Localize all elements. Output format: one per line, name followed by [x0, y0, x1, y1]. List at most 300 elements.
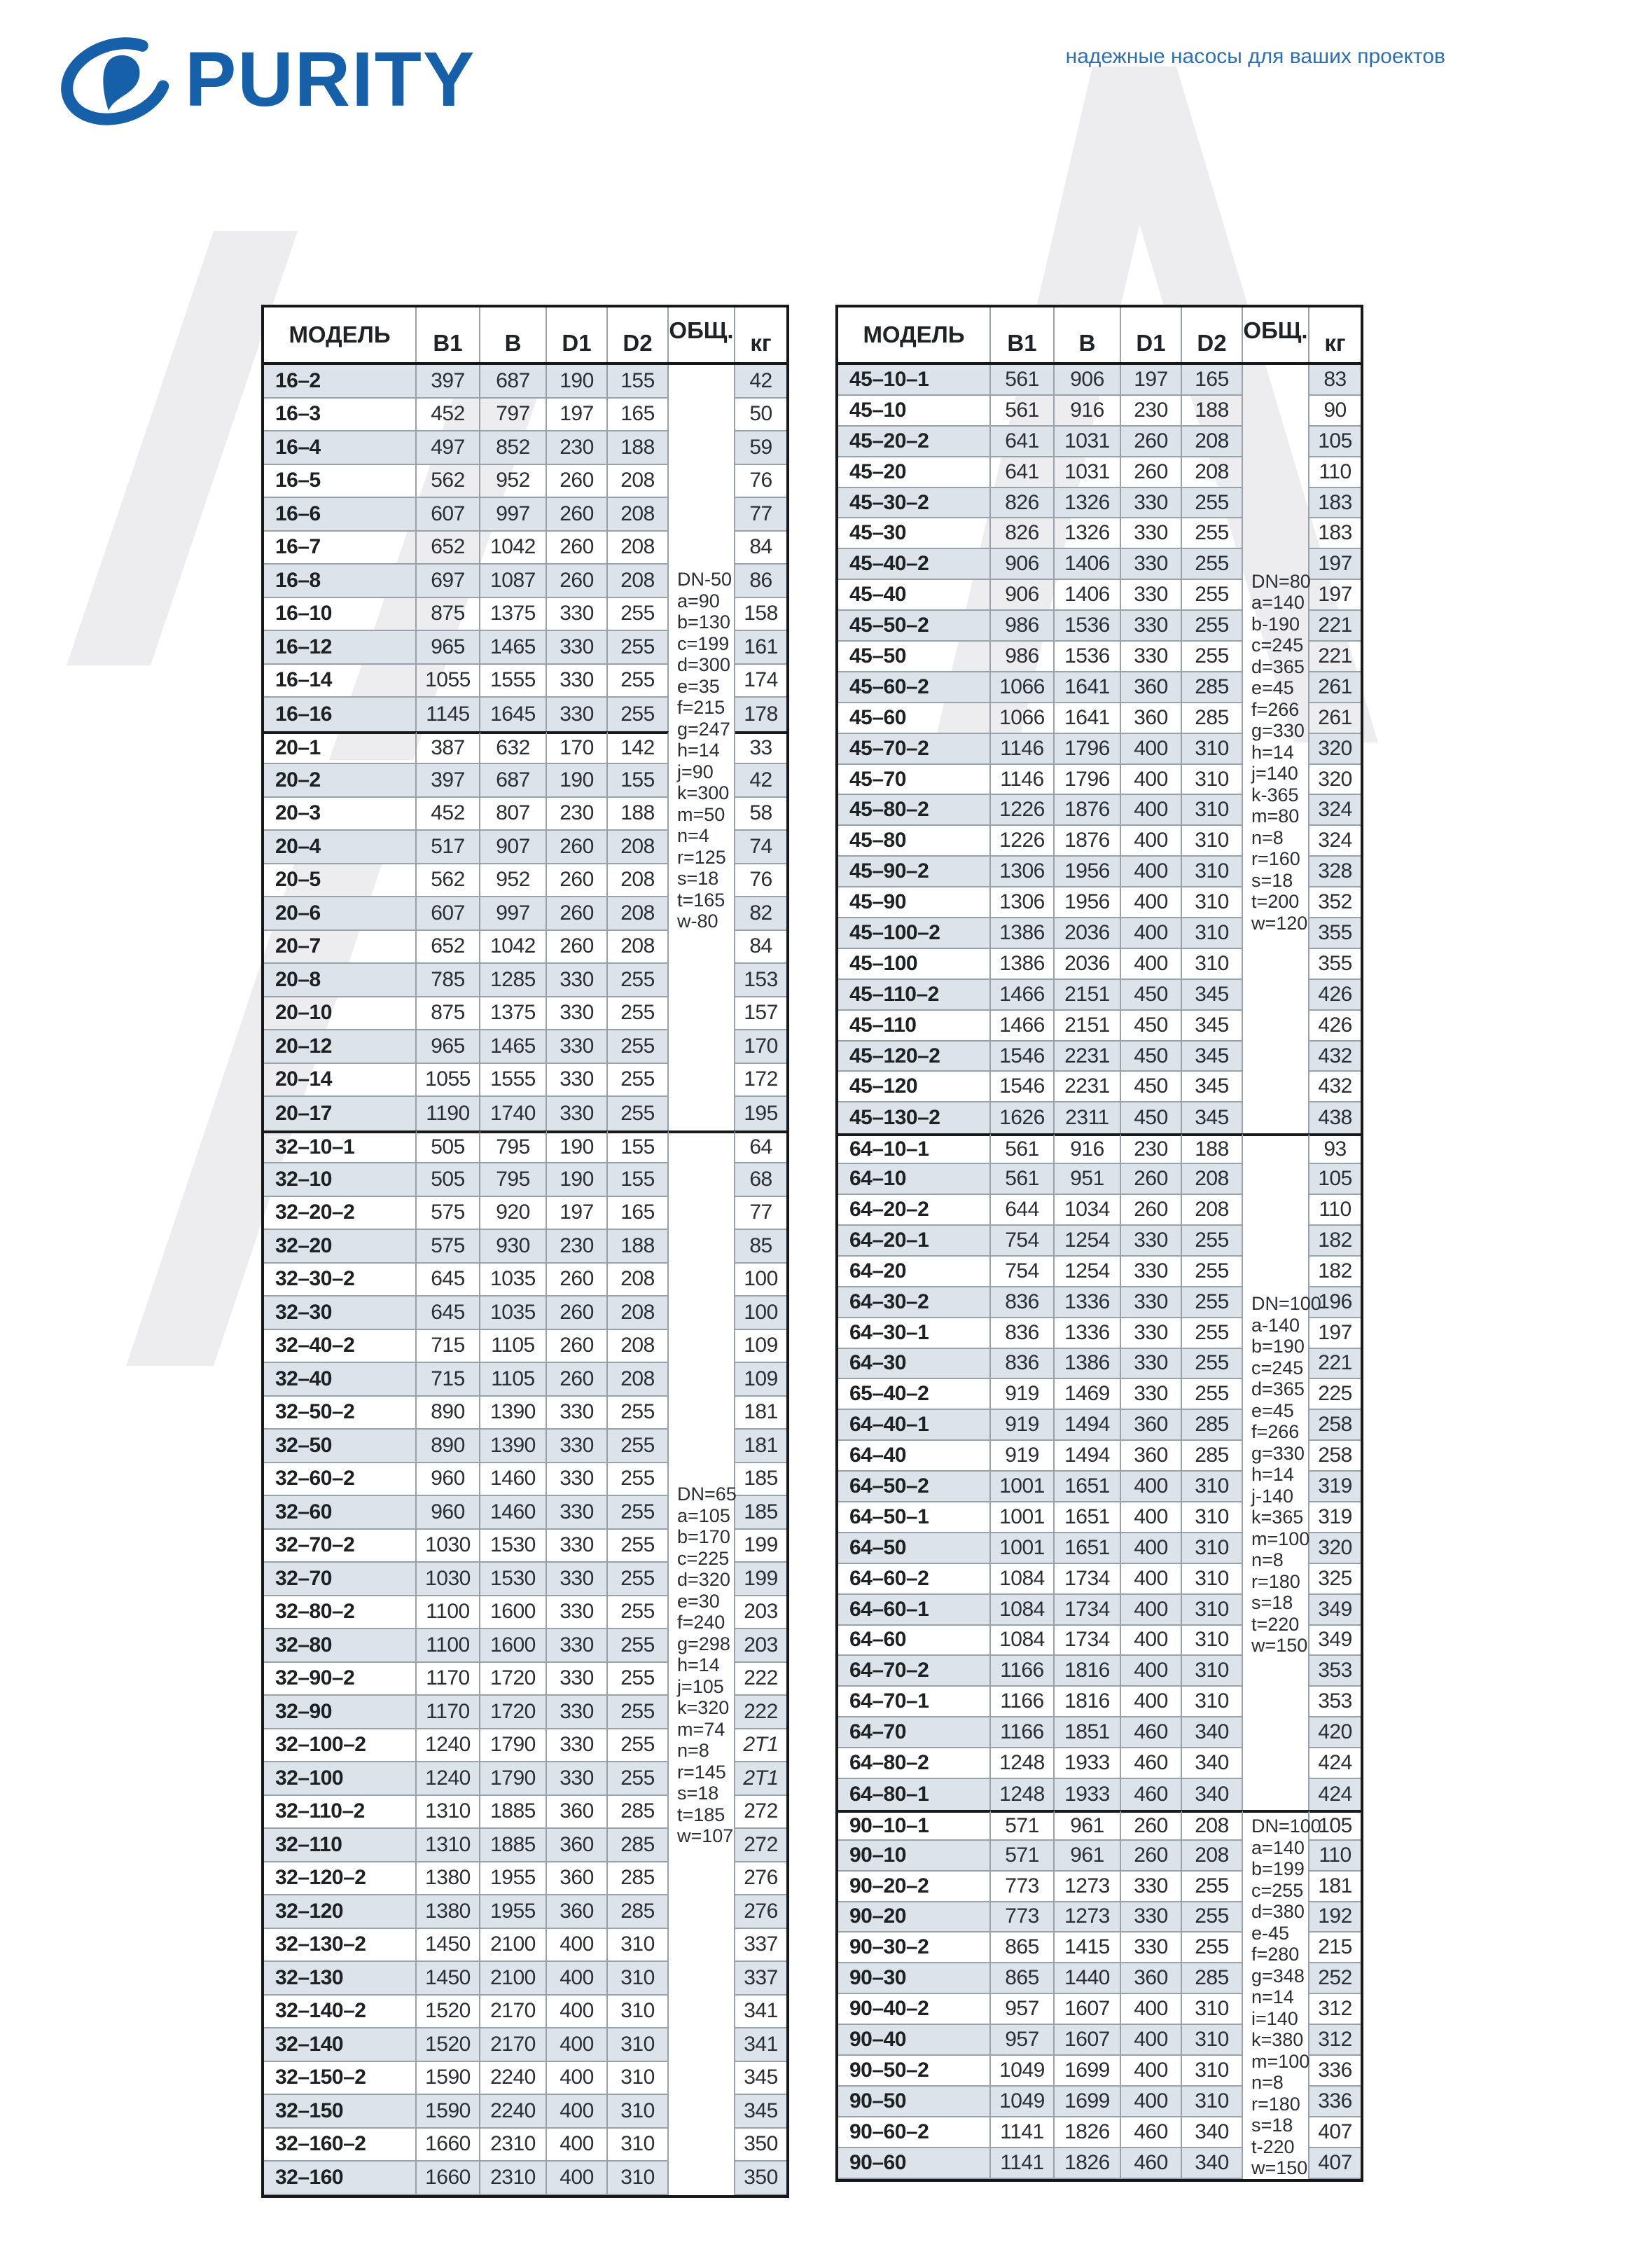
cell-d2: 255 [608, 698, 669, 731]
col-header-model: МОДЕЛЬ [838, 307, 991, 362]
cell-b: 906 [1055, 365, 1121, 396]
cell-b: 1740 [480, 1097, 547, 1130]
cell-model: 45–10 [838, 396, 991, 427]
cell-kg: 84 [735, 931, 786, 964]
table-row [838, 918, 1361, 949]
cell-model: 16–12 [264, 631, 417, 665]
table-row [838, 549, 1361, 580]
cell-b: 1933 [1055, 1748, 1121, 1779]
cell-kg: 203 [735, 1629, 786, 1663]
cell-b: 1651 [1055, 1502, 1121, 1533]
cell-d1: 330 [1121, 1872, 1182, 1902]
spec-line: g=348 [1251, 1965, 1305, 1986]
cell-d2: 208 [608, 532, 669, 565]
cell-d2: 155 [608, 764, 669, 798]
spec-line: m=100 [1251, 2050, 1310, 2072]
cell-d2: 255 [608, 964, 669, 997]
cell-b: 2100 [480, 1962, 547, 1996]
cell-obsh [1243, 396, 1309, 427]
cell-b1: 1170 [417, 1696, 480, 1729]
cell-b1: 1450 [417, 1929, 480, 1963]
cell-kg: 182 [1309, 1257, 1361, 1287]
spec-line: w=150 [1251, 1635, 1308, 1657]
cell-kg: 350 [735, 2162, 786, 2195]
cell-model: 32–50 [264, 1430, 417, 1463]
cell-model: 45–40 [838, 580, 991, 611]
table-row [838, 1410, 1361, 1441]
cell-obsh [669, 1297, 735, 1330]
cell-obsh [669, 1064, 735, 1098]
cell-b: 1645 [480, 698, 547, 731]
col-header-kg: кг [1324, 330, 1346, 356]
table-row [838, 2117, 1361, 2148]
spec-line: w-80 [677, 911, 718, 932]
cell-obsh [1243, 1410, 1309, 1441]
cell-b1: 715 [417, 1330, 480, 1364]
table-row [264, 831, 786, 864]
cell-obsh [1243, 1441, 1309, 1472]
cell-obsh [1243, 580, 1309, 611]
cell-d1: 450 [1121, 1042, 1182, 1072]
cell-d2: 255 [1182, 1932, 1243, 1963]
cell-model: 64–40–1 [838, 1410, 991, 1441]
cell-b: 1390 [480, 1430, 547, 1463]
table-row [838, 1841, 1361, 1872]
table-row [838, 2148, 1361, 2179]
spec-line: g=298 [677, 1633, 730, 1654]
cell-b1: 890 [417, 1397, 480, 1430]
table-row [264, 598, 786, 632]
table-row [264, 1796, 786, 1830]
cell-b: 1851 [1055, 1717, 1121, 1748]
table-row [264, 431, 786, 465]
cell-kg: 181 [735, 1397, 786, 1430]
cell-b: 2311 [1055, 1102, 1121, 1133]
cell-d2: 340 [1182, 1748, 1243, 1779]
cell-d2: 208 [1182, 1195, 1243, 1226]
cell-d2: 188 [608, 431, 669, 465]
spec-line: a=140 [1251, 1837, 1305, 1858]
cell-b1: 875 [417, 997, 480, 1031]
cell-model: 65–40–2 [838, 1379, 991, 1410]
table-row [264, 532, 786, 565]
spec-line: h=14 [677, 740, 720, 761]
spec-line: w=107 [677, 1825, 734, 1847]
cell-obsh [1243, 1932, 1309, 1963]
cell-b1: 1001 [991, 1472, 1055, 1502]
cell-b1: 754 [991, 1257, 1055, 1287]
cell-b: 1494 [1055, 1410, 1121, 1441]
spec-line: t=220 [1251, 1613, 1300, 1635]
cell-obsh [1243, 1102, 1309, 1133]
cell-kg: 182 [1309, 1226, 1361, 1257]
cell-b: 2310 [480, 2129, 547, 2162]
spec-line: DN=80 [1251, 570, 1311, 592]
cell-obsh [1243, 672, 1309, 703]
cell-kg: 345 [735, 2062, 786, 2096]
cell-d1: 330 [1121, 1902, 1182, 1933]
cell-obsh [669, 1563, 735, 1596]
cell-d1: 330 [1121, 518, 1182, 549]
table-row [264, 731, 786, 765]
cell-model: 90–20 [838, 1902, 991, 1933]
table-row [838, 1872, 1361, 1902]
cell-b1: 1240 [417, 1729, 480, 1763]
cell-d1: 400 [1121, 2087, 1182, 2117]
table-row [264, 897, 786, 931]
cell-b1: 641 [991, 427, 1055, 457]
table-row [838, 1963, 1361, 1994]
table-row [838, 580, 1361, 611]
cell-d2: 310 [608, 1996, 669, 2029]
cell-b: 1386 [1055, 1349, 1121, 1380]
spec-line: j=140 [1251, 763, 1298, 784]
table-row [264, 1496, 786, 1530]
spec-line: e=45 [1251, 1399, 1294, 1421]
cell-kg: 319 [1309, 1502, 1361, 1533]
table-row [264, 1962, 786, 1996]
table-row [838, 703, 1361, 734]
cell-d1: 260 [547, 1264, 608, 1297]
table-row [264, 1596, 786, 1630]
cell-b: 1956 [1055, 857, 1121, 887]
cell-b: 1530 [480, 1530, 547, 1563]
cell-d2: 310 [1182, 826, 1243, 857]
cell-obsh [669, 897, 735, 931]
cell-b1: 773 [991, 1902, 1055, 1933]
cell-model: 32–120–2 [264, 1862, 417, 1896]
cell-b: 1440 [1055, 1963, 1121, 1994]
cell-d2: 255 [608, 1563, 669, 1596]
table-row [838, 518, 1361, 549]
col-header-b1: B1 [991, 307, 1055, 362]
table-row [838, 826, 1361, 857]
cell-model: 45–70 [838, 765, 991, 796]
table-row [838, 1102, 1361, 1133]
table-row [264, 1130, 786, 1164]
cell-obsh [1243, 1349, 1309, 1380]
table-row [264, 1330, 786, 1364]
cell-b1: 1380 [417, 1895, 480, 1929]
cell-d2: 188 [608, 1230, 669, 1264]
brand-name: PURITY [185, 36, 476, 123]
cell-d2: 310 [608, 2162, 669, 2195]
cell-model: 16–4 [264, 431, 417, 465]
cell-kg: 197 [1309, 580, 1361, 611]
spec-line: m=100 [1251, 1528, 1310, 1549]
cell-d1: 450 [1121, 1072, 1182, 1102]
cell-d2: 155 [608, 1130, 669, 1164]
cell-d2: 255 [1182, 518, 1243, 549]
cell-b1: 1145 [417, 698, 480, 731]
cell-obsh [1243, 1533, 1309, 1564]
table-row [264, 864, 786, 898]
cell-model: 32–160–2 [264, 2129, 417, 2162]
cell-b: 1087 [480, 565, 547, 598]
cell-model: 64–70–1 [838, 1687, 991, 1717]
cell-obsh [669, 2028, 735, 2062]
cell-b: 2151 [1055, 1011, 1121, 1042]
cell-kg: 261 [1309, 703, 1361, 734]
cell-d1: 360 [547, 1895, 608, 1929]
cell-obsh [669, 498, 735, 532]
cell-d2: 255 [1182, 1318, 1243, 1349]
cell-b: 1415 [1055, 1932, 1121, 1963]
cell-kg: 197 [1309, 549, 1361, 580]
cell-d2: 285 [1182, 1410, 1243, 1441]
cell-kg: 196 [1309, 1287, 1361, 1318]
cell-obsh [1243, 1810, 1309, 1841]
table-row [838, 672, 1361, 703]
cell-obsh [1243, 1072, 1309, 1102]
cell-kg: 59 [735, 431, 786, 465]
table-row [264, 1297, 786, 1330]
cell-model: 16–16 [264, 698, 417, 731]
table-row [838, 1902, 1361, 1933]
cell-kg: 68 [735, 1163, 786, 1197]
cell-b1: 1055 [417, 665, 480, 698]
spec-line: g=330 [1251, 720, 1305, 741]
cell-b1: 1066 [991, 703, 1055, 734]
cell-obsh [669, 997, 735, 1031]
cell-model: 64–30 [838, 1349, 991, 1380]
cell-b: 1600 [480, 1629, 547, 1663]
cell-model: 16–8 [264, 565, 417, 598]
cell-d2: 208 [1182, 1164, 1243, 1195]
cell-d1: 230 [547, 798, 608, 831]
cell-b1: 773 [991, 1872, 1055, 1902]
table-row [838, 795, 1361, 826]
cell-model: 32–120 [264, 1895, 417, 1929]
table-row [264, 997, 786, 1031]
table-row [264, 2162, 786, 2195]
spec-line: t-220 [1251, 2136, 1295, 2157]
cell-obsh [669, 1363, 735, 1397]
cell-model: 64–20 [838, 1257, 991, 1287]
cell-d2: 208 [608, 897, 669, 931]
cell-obsh [669, 598, 735, 632]
cell-obsh [669, 1397, 735, 1430]
cell-b1: 1226 [991, 826, 1055, 857]
spec-line: d=320 [677, 1569, 730, 1591]
cell-d1: 260 [547, 1363, 608, 1397]
cell-d1: 260 [547, 931, 608, 964]
cell-model: 20–6 [264, 897, 417, 931]
cell-model: 32–40 [264, 1363, 417, 1397]
cell-d2: 310 [1182, 2056, 1243, 2087]
cell-b: 1254 [1055, 1257, 1121, 1287]
table-row [838, 1748, 1361, 1779]
table-row [838, 427, 1361, 457]
cell-obsh [1243, 1257, 1309, 1287]
cell-model: 32–20 [264, 1230, 417, 1264]
table-row [838, 765, 1361, 796]
cell-b: 852 [480, 431, 547, 465]
cell-model: 45–20–2 [838, 427, 991, 457]
spec-line: n=14 [1251, 1986, 1294, 2008]
cell-b1: 1660 [417, 2162, 480, 2195]
cell-obsh [669, 1230, 735, 1264]
cell-kg: 272 [735, 1829, 786, 1862]
cell-b: 2310 [480, 2162, 547, 2195]
cell-b1: 1310 [417, 1829, 480, 1862]
cell-obsh [669, 1463, 735, 1497]
cell-b: 2151 [1055, 980, 1121, 1011]
spec-line: b=130 [677, 611, 730, 632]
spec-line: m=80 [1251, 805, 1300, 827]
cell-d2: 255 [1182, 488, 1243, 519]
cell-model: 32–110 [264, 1829, 417, 1862]
cell-d2: 285 [608, 1829, 669, 1862]
cell-b1: 1001 [991, 1533, 1055, 1564]
cell-b1: 965 [417, 631, 480, 665]
cell-d1: 260 [547, 897, 608, 931]
cell-d1: 400 [1121, 734, 1182, 765]
cell-model: 32–150–2 [264, 2062, 417, 2096]
cell-d1: 230 [547, 1230, 608, 1264]
cell-obsh [1243, 1379, 1309, 1410]
cell-kg: 105 [1309, 1164, 1361, 1195]
cell-d2: 310 [1182, 1533, 1243, 1564]
cell-d1: 330 [1121, 1349, 1182, 1380]
cell-obsh [1243, 1133, 1309, 1164]
cell-b: 1375 [480, 598, 547, 632]
col-header-b: B [1055, 307, 1121, 362]
cell-kg: 199 [735, 1530, 786, 1563]
cell-d1: 360 [1121, 703, 1182, 734]
cell-model: 16–6 [264, 498, 417, 532]
cell-model: 32–70–2 [264, 1530, 417, 1563]
cell-model: 32–100–2 [264, 1729, 417, 1763]
cell-kg: 185 [735, 1496, 786, 1530]
cell-model: 64–10–1 [838, 1133, 991, 1164]
cell-d2: 310 [1182, 857, 1243, 887]
table-row [838, 1595, 1361, 1626]
cell-model: 20–8 [264, 964, 417, 997]
cell-kg: 345 [735, 2095, 786, 2129]
table-row [264, 1629, 786, 1663]
table-row [838, 1379, 1361, 1410]
cell-model: 16–3 [264, 399, 417, 432]
cell-kg: 172 [735, 1064, 786, 1098]
cell-kg: 353 [1309, 1656, 1361, 1687]
spec-line: a=140 [1251, 592, 1305, 613]
table-row [264, 1996, 786, 2029]
cell-d1: 190 [547, 764, 608, 798]
spec-line: t=200 [1251, 891, 1300, 912]
cell-b: 1494 [1055, 1441, 1121, 1472]
cell-model: 64–60–2 [838, 1564, 991, 1595]
cell-obsh [669, 565, 735, 598]
cell-d2: 285 [1182, 1963, 1243, 1994]
table-row [838, 488, 1361, 519]
cell-b1: 1146 [991, 734, 1055, 765]
cell-b: 1816 [1055, 1687, 1121, 1717]
cell-d2: 208 [608, 864, 669, 898]
table-row [838, 396, 1361, 427]
cell-d2: 255 [608, 1629, 669, 1663]
cell-model: 32–60 [264, 1496, 417, 1530]
cell-d2: 208 [1182, 427, 1243, 457]
col-header-kg: кг [750, 330, 772, 356]
cell-b: 1530 [480, 1563, 547, 1596]
cell-b: 1885 [480, 1829, 547, 1862]
cell-d2: 345 [1182, 1102, 1243, 1133]
cell-model: 90–10 [838, 1841, 991, 1872]
cell-d2: 208 [608, 498, 669, 532]
cell-d2: 310 [608, 1929, 669, 1963]
cell-model: 90–50–2 [838, 2056, 991, 2087]
cell-model: 16–2 [264, 365, 417, 399]
cell-obsh [1243, 1564, 1309, 1595]
cell-kg: 42 [735, 365, 786, 399]
cell-d1: 260 [547, 498, 608, 532]
cell-d1: 460 [1121, 1717, 1182, 1748]
cell-d1: 330 [1121, 1257, 1182, 1287]
cell-d2: 310 [608, 2028, 669, 2062]
cell-d2: 255 [608, 1762, 669, 1796]
cell-kg: 355 [1309, 918, 1361, 949]
cell-b: 1600 [480, 1596, 547, 1630]
cell-model: 45–60 [838, 703, 991, 734]
table-row [264, 1862, 786, 1896]
cell-b: 961 [1055, 1810, 1121, 1841]
brand-logo [56, 31, 475, 129]
cell-b1: 1001 [991, 1502, 1055, 1533]
cell-b: 1105 [480, 1363, 547, 1397]
cell-model: 45–40–2 [838, 549, 991, 580]
cell-b1: 919 [991, 1441, 1055, 1472]
cell-obsh [1243, 1318, 1309, 1349]
cell-obsh [1243, 1195, 1309, 1226]
table-row [838, 611, 1361, 642]
cell-b1: 836 [991, 1349, 1055, 1380]
cell-obsh [669, 1929, 735, 1963]
cell-b: 1607 [1055, 1994, 1121, 2025]
table-row [264, 399, 786, 432]
cell-obsh [1243, 1841, 1309, 1872]
cell-kg: 336 [1309, 2087, 1361, 2117]
table-row [264, 1264, 786, 1297]
spec-line: e-45 [1251, 1922, 1290, 1944]
table-row [838, 1349, 1361, 1380]
cell-d1: 400 [1121, 1564, 1182, 1595]
cell-d1: 400 [1121, 826, 1182, 857]
cell-d1: 330 [547, 1030, 608, 1064]
cell-b1: 1170 [417, 1663, 480, 1696]
cell-kg: 276 [735, 1895, 786, 1929]
cell-d1: 260 [1121, 1841, 1182, 1872]
cell-model: 20–12 [264, 1030, 417, 1064]
cell-d1: 360 [1121, 1963, 1182, 1994]
cell-d1: 260 [1121, 427, 1182, 457]
cell-kg: 110 [1309, 457, 1361, 488]
cell-d1: 400 [1121, 1533, 1182, 1564]
spec-line: e=30 [677, 1590, 720, 1612]
cell-d1: 170 [547, 731, 608, 765]
cell-b1: 715 [417, 1363, 480, 1397]
cell-kg: 349 [1309, 1595, 1361, 1626]
cell-model: 20–3 [264, 798, 417, 831]
cell-model: 20–4 [264, 831, 417, 864]
cell-kg: 221 [1309, 642, 1361, 672]
table-row [838, 734, 1361, 765]
cell-d1: 400 [1121, 1626, 1182, 1657]
cell-model: 64–20–1 [838, 1226, 991, 1257]
cell-b1: 652 [417, 532, 480, 565]
cell-b1: 561 [991, 396, 1055, 427]
cell-model: 32–30 [264, 1297, 417, 1330]
